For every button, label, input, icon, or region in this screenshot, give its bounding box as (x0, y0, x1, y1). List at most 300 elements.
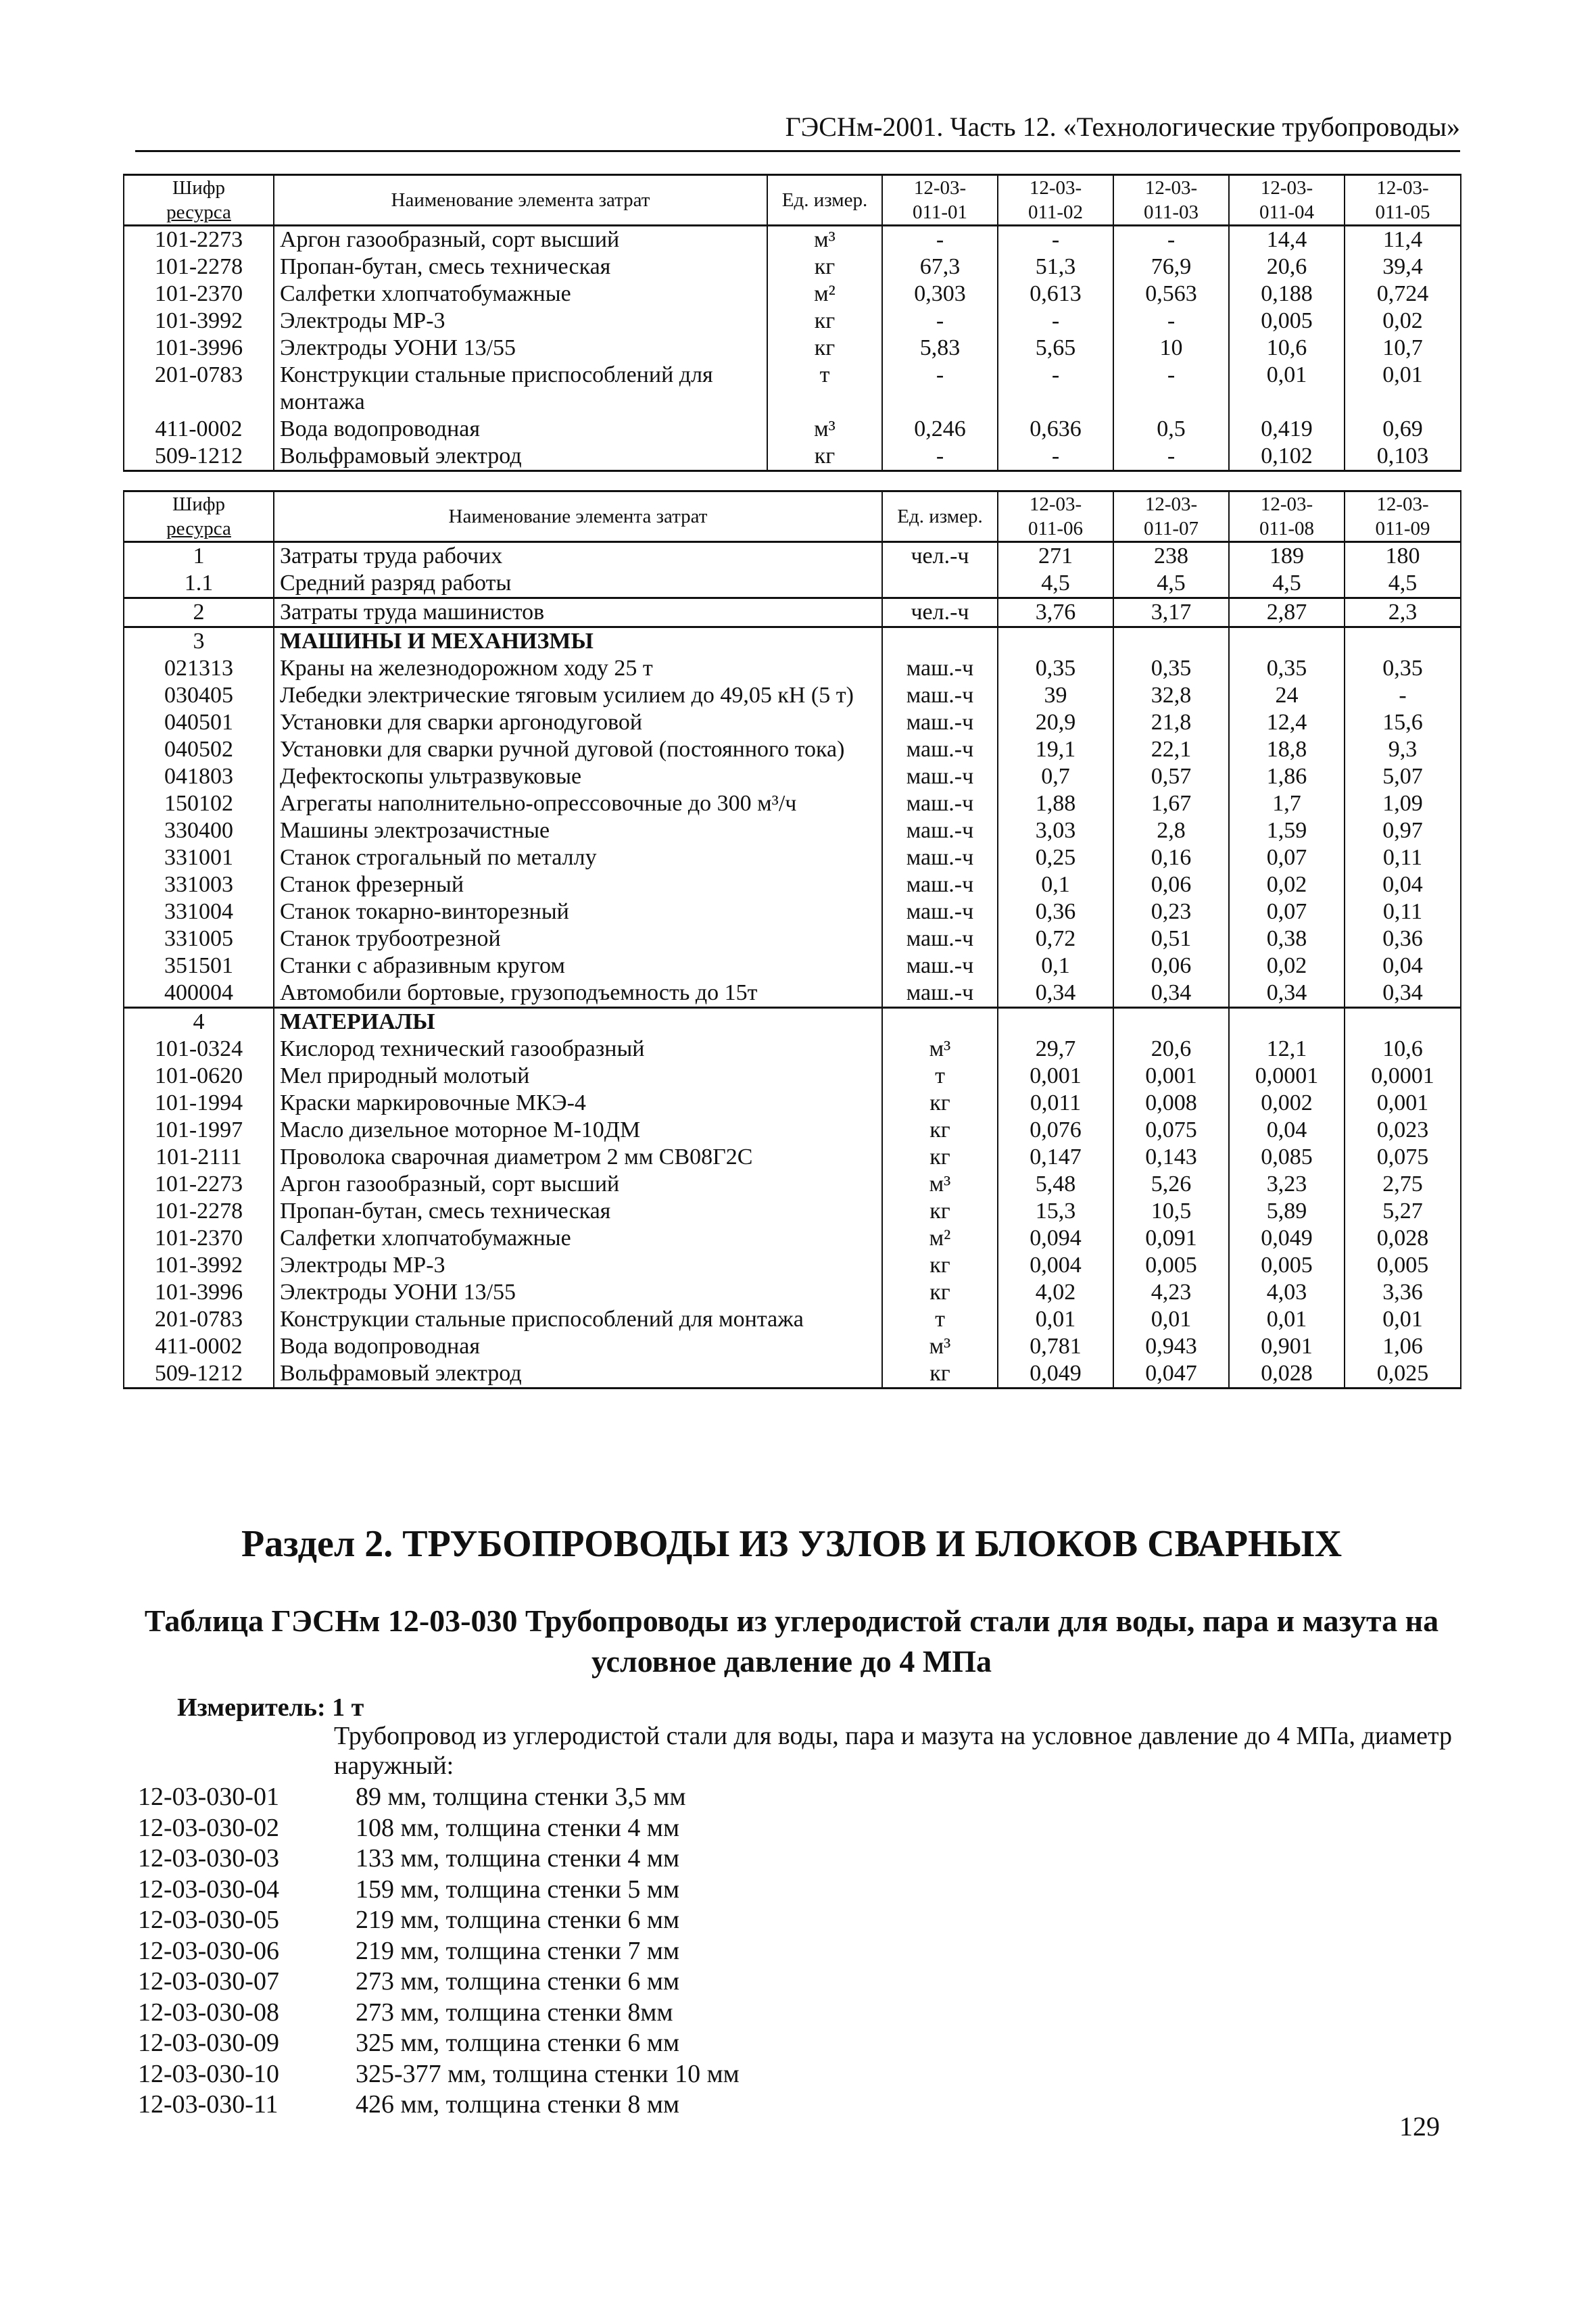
resource-unit-cell: т (882, 1063, 998, 1090)
header-code-cell (124, 491, 274, 542)
resource-code-cell: 150102 (124, 790, 274, 817)
norm-value-cell: 0,028 (1345, 1225, 1461, 1252)
resource-code-cell: 101-3996 (124, 335, 274, 362)
resource-name-cell: МАШИНЫ И МЕХАНИЗМЫ (274, 627, 882, 656)
norm-code: 12-03-030-07 (138, 1967, 279, 1996)
norm-value-cell: 67,3 (882, 254, 998, 281)
resource-code-cell: 040501 (124, 709, 274, 736)
resource-table-1 (123, 174, 1461, 472)
norm-value-cell: 5,26 (1113, 1171, 1229, 1198)
header-norm-code-line: 011-01 (912, 201, 968, 223)
resource-unit-cell: кг (882, 1360, 998, 1389)
norm-code-item (138, 1813, 1152, 1844)
norm-value-cell: 0,34 (1113, 980, 1229, 1008)
table-row (124, 542, 1461, 571)
table-row (124, 1360, 1461, 1389)
header-norm-code-cell (1345, 175, 1461, 226)
norm-value-cell: 180 (1345, 542, 1461, 571)
resource-unit-cell: м³ (882, 1171, 998, 1198)
norm-value-cell: - (1345, 682, 1461, 709)
header-norm-code-line: 011-08 (1259, 518, 1315, 539)
norm-value-cell (1113, 1008, 1229, 1036)
norm-value-cell: - (998, 308, 1113, 335)
norm-value-cell: 1,67 (1113, 790, 1229, 817)
table-row (124, 416, 1461, 443)
resource-code-cell: 331004 (124, 898, 274, 925)
norm-code-description: 325-377 мм, толщина стенки 10 мм (356, 2059, 740, 2088)
norm-value-cell: 0,047 (1113, 1360, 1229, 1389)
norm-value-cell: 0,02 (1229, 871, 1345, 898)
resource-unit-cell: чел.-ч (882, 542, 998, 571)
table-row (124, 1090, 1461, 1117)
norm-code-item (138, 1875, 1152, 1906)
resource-unit-cell: кг (882, 1090, 998, 1117)
norm-value-cell: 0,005 (1345, 1252, 1461, 1279)
norm-value-cell: 4,03 (1229, 1279, 1345, 1306)
norm-value-cell: 0,1 (998, 871, 1113, 898)
norm-value-cell (1345, 1008, 1461, 1036)
resource-name-cell: Проволока сварочная диаметром 2 мм СВ08Г2С (274, 1144, 882, 1171)
norm-code-item (138, 1936, 1152, 1967)
norm-value-cell: 5,89 (1229, 1198, 1345, 1225)
resource-unit-cell: маш.-ч (882, 871, 998, 898)
header-norm-code-line: 12-03- (1029, 493, 1082, 515)
resource-name-cell: Вольфрамовый электрод (274, 1360, 882, 1389)
norm-value-cell: 0,34 (1229, 980, 1345, 1008)
norm-value-cell: 0,01 (1345, 1306, 1461, 1333)
norm-value-cell: 11,4 (1345, 226, 1461, 254)
resource-name-cell: Краски маркировочные МКЭ-4 (274, 1090, 882, 1117)
resource-table-2 (123, 490, 1461, 1389)
norm-value-cell: 238 (1113, 542, 1229, 571)
norm-value-cell: 0,075 (1345, 1144, 1461, 1171)
norm-value-cell: 2,8 (1113, 817, 1229, 844)
norm-description: Трубопровод из углеродистой стали для воды, пара и мазута на условное давление до 4 МПа, диаметр наружный: (334, 1722, 1453, 1780)
resource-unit-cell: кг (767, 254, 882, 281)
header-norm-code-line: 12-03- (1376, 177, 1429, 199)
resource-code-cell: 201-0783 (124, 1306, 274, 1333)
norm-value-cell: 0,04 (1229, 1117, 1345, 1144)
norm-value-cell: 51,3 (998, 254, 1113, 281)
norm-value-cell: 10 (1113, 335, 1229, 362)
table-row (124, 598, 1461, 627)
norm-value-cell: 0,613 (998, 281, 1113, 308)
resource-name-cell: Салфетки хлопчатобумажные (274, 281, 767, 308)
norm-value-cell: 0,5 (1113, 416, 1229, 443)
resource-code-cell: 040502 (124, 736, 274, 763)
norm-code: 12-03-030-11 (138, 2090, 279, 2119)
norm-value-cell: 0,7 (998, 763, 1113, 790)
norm-value-cell (1229, 1008, 1345, 1036)
norm-value-cell: 0,075 (1113, 1117, 1229, 1144)
norm-value-cell: 0,97 (1345, 817, 1461, 844)
table-row (124, 1144, 1461, 1171)
norm-value-cell: 0,008 (1113, 1090, 1229, 1117)
resource-code-cell: 101-2370 (124, 281, 274, 308)
resource-code-cell: 1 (124, 542, 274, 571)
resource-unit-cell: кг (882, 1198, 998, 1225)
header-name-cell: Наименование элемента затрат (274, 491, 882, 542)
norm-value-cell: 5,65 (998, 335, 1113, 362)
resource-unit-cell: кг (882, 1117, 998, 1144)
norm-code: 12-03-030-05 (138, 1906, 279, 1934)
header-norm-code-cell (1229, 491, 1345, 542)
resource-code-cell: 101-2278 (124, 254, 274, 281)
norm-value-cell (998, 627, 1113, 656)
norm-value-cell (998, 1008, 1113, 1036)
norm-value-cell: 0,563 (1113, 281, 1229, 308)
norm-value-cell: 0,07 (1229, 844, 1345, 871)
measure-unit (177, 1691, 364, 1724)
norm-value-cell: 0,781 (998, 1333, 1113, 1360)
resource-code-cell: 101-2111 (124, 1144, 274, 1171)
norm-value-cell: 0,901 (1229, 1333, 1345, 1360)
table-row (124, 1063, 1461, 1090)
resource-code-cell: 041803 (124, 763, 274, 790)
norm-value-cell: 0,147 (998, 1144, 1113, 1171)
norm-code: 12-03-030-02 (138, 1813, 279, 1842)
resource-code-cell: 021313 (124, 655, 274, 682)
table-row (124, 1036, 1461, 1063)
norm-value-cell: 10,5 (1113, 1198, 1229, 1225)
resource-unit-cell: м³ (882, 1333, 998, 1360)
header-norm-code-line: 011-03 (1143, 201, 1199, 223)
norm-value-cell: 2,87 (1229, 598, 1345, 627)
norm-value-cell: 0,36 (1345, 925, 1461, 952)
norm-value-cell: 0,002 (1229, 1090, 1345, 1117)
norm-value-cell: 0,004 (998, 1252, 1113, 1279)
norm-value-cell: 0,188 (1229, 281, 1345, 308)
norm-code: 12-03-030-03 (138, 1844, 279, 1873)
section-title: Раздел 2. ТРУБОПРОВОДЫ ИЗ УЗЛОВ И БЛОКОВ СВАРНЫХ (241, 1523, 1343, 1565)
table-header-row (124, 491, 1461, 542)
norm-value-cell: 4,23 (1113, 1279, 1229, 1306)
header-norm-code-cell (1113, 491, 1229, 542)
resource-unit-cell (882, 570, 998, 598)
norm-value-cell: 0,023 (1345, 1117, 1461, 1144)
resource-name-cell: Электроды УОНИ 13/55 (274, 1279, 882, 1306)
norm-code: 12-03-030-04 (138, 1875, 279, 1904)
norm-code-item (138, 1967, 1152, 1998)
resource-name-cell: Салфетки хлопчатобумажные (274, 1225, 882, 1252)
norm-code-item (138, 1843, 1152, 1875)
measure-unit-value: 1 т (332, 1693, 364, 1722)
header-code-line: ресурса (166, 518, 231, 539)
norm-value-cell: 0,57 (1113, 763, 1229, 790)
norm-value-cell (1229, 627, 1345, 656)
norm-code-item (138, 1782, 1152, 1813)
table-row (124, 1171, 1461, 1198)
norm-value-cell: 24 (1229, 682, 1345, 709)
table-row (124, 627, 1461, 656)
resource-code-cell: 331001 (124, 844, 274, 871)
norm-value-cell: 5,07 (1345, 763, 1461, 790)
norm-code-item (138, 2090, 1152, 2121)
norm-value-cell: 0,005 (1229, 308, 1345, 335)
resource-name-cell: Станки с абразивным кругом (274, 952, 882, 980)
norm-value-cell: 18,8 (1229, 736, 1345, 763)
norm-value-cell: 15,3 (998, 1198, 1113, 1225)
header-norm-code-cell (998, 175, 1113, 226)
norm-value-cell: 0,36 (998, 898, 1113, 925)
norm-value-cell: 10,7 (1345, 335, 1461, 362)
resource-unit-cell: маш.-ч (882, 980, 998, 1008)
resource-code-cell: 351501 (124, 952, 274, 980)
norm-value-cell: 20,9 (998, 709, 1113, 736)
norm-value-cell: 0,38 (1229, 925, 1345, 952)
norm-value-cell: 3,03 (998, 817, 1113, 844)
norm-code: 12-03-030-08 (138, 1998, 279, 2027)
resource-unit-cell: маш.-ч (882, 952, 998, 980)
norm-value-cell: 2,75 (1345, 1171, 1461, 1198)
norm-value-cell: 3,17 (1113, 598, 1229, 627)
norm-value-cell: 271 (998, 542, 1113, 571)
norm-value-cell: 0,303 (882, 281, 998, 308)
resource-name-cell: Пропан-бутан, смесь техническая (274, 1198, 882, 1225)
resource-unit-cell: кг (767, 443, 882, 471)
resource-unit-cell (882, 627, 998, 656)
header-norm-code-line: 011-04 (1259, 201, 1315, 223)
norm-value-cell: 0,06 (1113, 952, 1229, 980)
header-unit-cell: Ед. измер. (767, 175, 882, 226)
header-norm-code-cell (1113, 175, 1229, 226)
norm-value-cell: 20,6 (1229, 254, 1345, 281)
norm-value-cell: - (882, 443, 998, 471)
table-row (124, 335, 1461, 362)
norm-code-description: 426 мм, толщина стенки 8 мм (356, 2090, 680, 2119)
norm-code-description: 133 мм, толщина стенки 4 мм (356, 1844, 680, 1873)
table-row (124, 308, 1461, 335)
resource-unit-cell: маш.-ч (882, 709, 998, 736)
resource-code-cell: 331003 (124, 871, 274, 898)
norm-value-cell: 10,6 (1345, 1036, 1461, 1063)
norm-value-cell: 0,005 (1113, 1252, 1229, 1279)
resource-name-cell: Аргон газообразный, сорт высший (274, 226, 767, 254)
norm-value-cell: 0,943 (1113, 1333, 1229, 1360)
norm-value-cell: 3,36 (1345, 1279, 1461, 1306)
norm-code-description: 273 мм, толщина стенки 8мм (356, 1998, 673, 2027)
table-row (124, 1279, 1461, 1306)
resource-code-cell: 400004 (124, 980, 274, 1008)
norm-value-cell: 0,001 (998, 1063, 1113, 1090)
resource-name-cell: Установки для сварки ручной дуговой (постоянного тока) (274, 736, 882, 763)
resource-name-cell: Аргон газообразный, сорт высший (274, 1171, 882, 1198)
norm-value-cell: 0,35 (1229, 655, 1345, 682)
norm-value-cell: 0,076 (998, 1117, 1113, 1144)
norm-value-cell: 0,103 (1345, 443, 1461, 471)
resource-name-cell: Мел природный молотый (274, 1063, 882, 1090)
resource-code-cell: 2 (124, 598, 274, 627)
norm-code-description: 325 мм, толщина стенки 6 мм (356, 2029, 680, 2057)
norm-value-cell: 19,1 (998, 736, 1113, 763)
resource-code-cell: 101-1997 (124, 1117, 274, 1144)
norm-value-cell: 4,5 (1113, 570, 1229, 598)
norm-value-cell: 0,01 (1113, 1306, 1229, 1333)
norm-value-cell: 0,085 (1229, 1144, 1345, 1171)
norm-value-cell: 0,025 (1345, 1360, 1461, 1389)
norm-value-cell: 0,02 (1345, 308, 1461, 335)
norm-value-cell: 0,02 (1229, 952, 1345, 980)
resource-name-cell: Пропан-бутан, смесь техническая (274, 254, 767, 281)
norm-value-cell: 21,8 (1113, 709, 1229, 736)
norm-value-cell: 0,04 (1345, 871, 1461, 898)
norm-value-cell: 0,094 (998, 1225, 1113, 1252)
norm-value-cell: 0,049 (998, 1360, 1113, 1389)
norm-value-cell: 189 (1229, 542, 1345, 571)
measure-unit-label: Измеритель: (177, 1693, 326, 1722)
table-row (124, 570, 1461, 598)
norm-value-cell: 4,5 (998, 570, 1113, 598)
norm-value-cell: 12,4 (1229, 709, 1345, 736)
resource-code-cell: 101-3992 (124, 1252, 274, 1279)
resource-code-cell: 331005 (124, 925, 274, 952)
norm-value-cell: 0,001 (1113, 1063, 1229, 1090)
norm-value-cell: 4,5 (1345, 570, 1461, 598)
resource-name-cell: Конструкции стальные приспособлений для монтажа (274, 362, 767, 416)
resource-code-cell: 3 (124, 627, 274, 656)
norm-value-cell: - (998, 362, 1113, 416)
resource-unit-cell: чел.-ч (882, 598, 998, 627)
table-header-row (124, 175, 1461, 226)
norm-code-item (138, 1998, 1152, 2029)
table-row (124, 925, 1461, 952)
header-norm-code-line: 12-03- (1260, 493, 1313, 515)
header-norm-code-line: 011-02 (1027, 201, 1084, 223)
resource-name-cell: Агрегаты наполнительно-опрессовочные до 300 м³/ч (274, 790, 882, 817)
resource-name-cell: Установки для сварки аргонодуговой (274, 709, 882, 736)
table-row (124, 1008, 1461, 1036)
resource-unit-cell: маш.-ч (882, 817, 998, 844)
resource-unit-cell: кг (882, 1144, 998, 1171)
norm-value-cell: 12,1 (1229, 1036, 1345, 1063)
resource-name-cell: Электроды МР-3 (274, 308, 767, 335)
norm-value-cell: - (1113, 362, 1229, 416)
norm-value-cell: 0,005 (1229, 1252, 1345, 1279)
table-row (124, 443, 1461, 471)
table-row (124, 1252, 1461, 1279)
resource-code-cell: 101-0324 (124, 1036, 274, 1063)
norm-code-list (138, 1782, 1152, 2121)
resource-unit-cell: кг (767, 308, 882, 335)
resource-name-cell: Затраты труда машинистов (274, 598, 882, 627)
norm-value-cell: 4,5 (1229, 570, 1345, 598)
resource-name-cell: Краны на железнодорожном ходу 25 т (274, 655, 882, 682)
norm-value-cell: 29,7 (998, 1036, 1113, 1063)
norm-value-cell: 0,34 (998, 980, 1113, 1008)
header-norm-code-line: 12-03- (1144, 493, 1198, 515)
norm-value-cell: 0,028 (1229, 1360, 1345, 1389)
resource-unit-cell: м² (767, 281, 882, 308)
norm-value-cell: 0,419 (1229, 416, 1345, 443)
norm-value-cell: 0,16 (1113, 844, 1229, 871)
resource-unit-cell: маш.-ч (882, 736, 998, 763)
header-code-line: Шифр (172, 493, 226, 515)
norm-value-cell: 1,86 (1229, 763, 1345, 790)
norm-value-cell: 0,72 (998, 925, 1113, 952)
header-norm-code-cell (1345, 491, 1461, 542)
norm-value-cell: 0,102 (1229, 443, 1345, 471)
norm-value-cell: 0,246 (882, 416, 998, 443)
header-norm-code-line: 12-03- (913, 177, 967, 199)
norm-value-cell: 5,27 (1345, 1198, 1461, 1225)
header-norm-code-line: 12-03- (1029, 177, 1082, 199)
norm-value-cell: - (1113, 226, 1229, 254)
norm-value-cell: 0,0001 (1345, 1063, 1461, 1090)
resource-unit-cell: кг (882, 1252, 998, 1279)
norm-code: 12-03-030-09 (138, 2029, 279, 2057)
table-row (124, 1117, 1461, 1144)
resource-code-cell: 101-2278 (124, 1198, 274, 1225)
norm-value-cell: 0,0001 (1229, 1063, 1345, 1090)
resource-unit-cell: маш.-ч (882, 655, 998, 682)
norm-value-cell: 0,51 (1113, 925, 1229, 952)
header-norm-code-line: 011-09 (1375, 518, 1430, 539)
resource-code-cell: 101-2370 (124, 1225, 274, 1252)
table-row (124, 682, 1461, 709)
resource-unit-cell (882, 1008, 998, 1036)
resource-name-cell: МАТЕРИАЛЫ (274, 1008, 882, 1036)
header-norm-code-cell (1229, 175, 1345, 226)
header-code-line: Шифр (172, 177, 226, 199)
norm-value-cell: 0,1 (998, 952, 1113, 980)
norm-value-cell (1113, 627, 1229, 656)
norm-value-cell: 0,34 (1345, 980, 1461, 1008)
resource-unit-cell: маш.-ч (882, 763, 998, 790)
table-row (124, 1333, 1461, 1360)
norm-value-cell: 14,4 (1229, 226, 1345, 254)
norm-value-cell: 0,143 (1113, 1144, 1229, 1171)
norm-value-cell: 1,06 (1345, 1333, 1461, 1360)
resource-unit-cell: м³ (882, 1036, 998, 1063)
resource-unit-cell: м³ (767, 416, 882, 443)
resource-code-cell: 509-1212 (124, 1360, 274, 1389)
resource-unit-cell: м³ (767, 226, 882, 254)
resource-name-cell: Дефектоскопы ультразвуковые (274, 763, 882, 790)
norm-value-cell: 0,07 (1229, 898, 1345, 925)
table-row (124, 655, 1461, 682)
resource-code-cell: 101-1994 (124, 1090, 274, 1117)
resource-name-cell: Станок трубоотрезной (274, 925, 882, 952)
norm-value-cell: 4,02 (998, 1279, 1113, 1306)
header-norm-code-line: 12-03- (1260, 177, 1313, 199)
norm-value-cell: 0,11 (1345, 898, 1461, 925)
table-row (124, 980, 1461, 1008)
resource-name-cell: Станок строгальный по металлу (274, 844, 882, 871)
norm-value-cell: 0,04 (1345, 952, 1461, 980)
resource-name-cell: Вода водопроводная (274, 1333, 882, 1360)
norm-value-cell: 0,11 (1345, 844, 1461, 871)
header-norm-code-cell (882, 175, 998, 226)
resource-code-cell: 101-3992 (124, 308, 274, 335)
table-row (124, 871, 1461, 898)
resource-name-cell: Масло дизельное моторное М-10ДМ (274, 1117, 882, 1144)
table-row (124, 1225, 1461, 1252)
header-norm-code-line: 011-07 (1143, 518, 1199, 539)
norm-value-cell: 32,8 (1113, 682, 1229, 709)
resource-code-cell: 101-2273 (124, 1171, 274, 1198)
resource-code-cell: 101-0620 (124, 1063, 274, 1090)
norm-value-cell: 3,76 (998, 598, 1113, 627)
norm-value-cell: - (998, 226, 1113, 254)
header-code-line: ресурса (166, 201, 231, 223)
norm-code: 12-03-030-01 (138, 1783, 279, 1811)
norm-code-description: 108 мм, толщина стенки 4 мм (356, 1813, 680, 1842)
norm-code-description: 219 мм, толщина стенки 7 мм (356, 1936, 680, 1965)
table-row (124, 790, 1461, 817)
norm-value-cell: 15,6 (1345, 709, 1461, 736)
resource-code-cell: 4 (124, 1008, 274, 1036)
resource-code-cell: 201-0783 (124, 362, 274, 416)
